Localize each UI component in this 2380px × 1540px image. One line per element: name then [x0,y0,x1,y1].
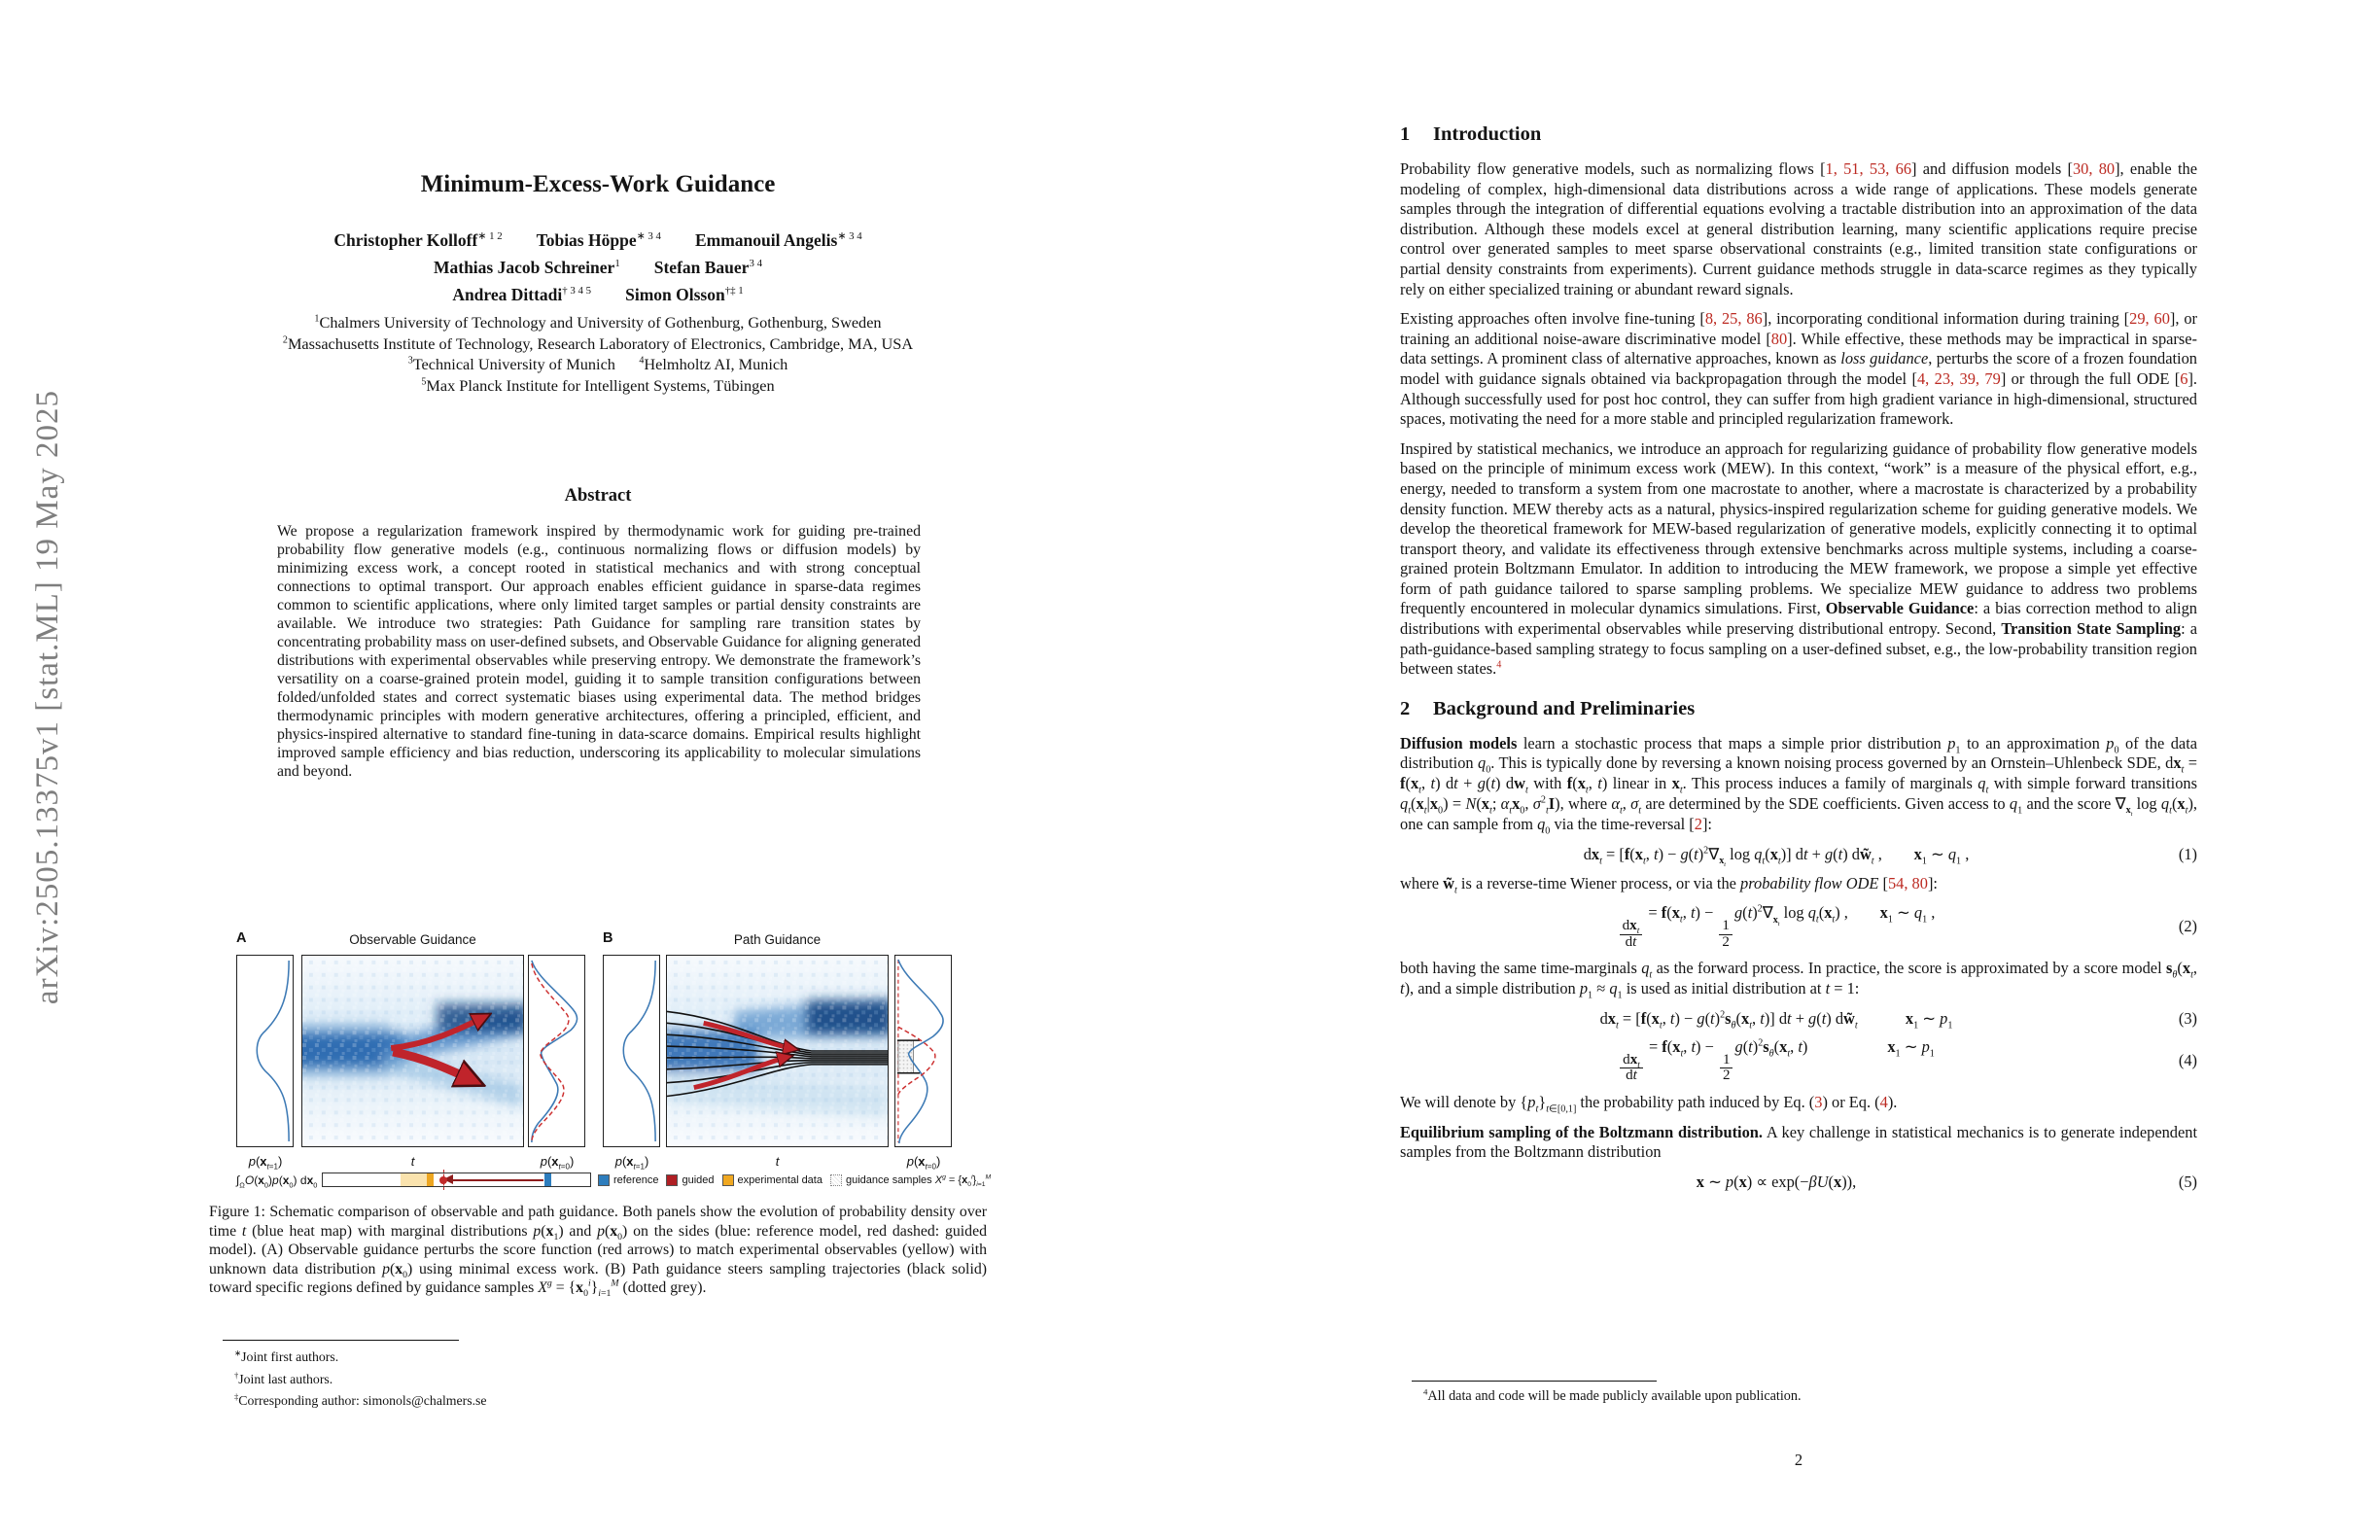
citation-link[interactable]: 29, 60 [2129,309,2170,329]
panel-a-label: A [236,930,247,946]
shift-arrow [452,1179,543,1182]
citation-link[interactable]: 1, 51, 53, 66 [1825,159,1912,178]
panel-a-right-marginal-curves [529,956,584,1146]
equation-body: $dx_t = [f(x_t$, $t) - g(t)^2s_\theta(x_t$, t)] dt + g(t) $dw̃_t$ $x_1$ ∼ $p_1$ [1599,1008,1953,1031]
paragraph: Equilibrium sampling of the Boltzmann distribution. A key challenge in statistical mechanics is to generate independent samples from the Boltzmann distribution [1400,1122,2198,1162]
panel-b-xlabel-right: $p(x_{t=0})$ [906,1154,941,1172]
paragraph: Existing approaches often involve fine-tuning [8, 25, 86], incorporating conditional information during training [29, 60], or training an additional noise-aware discriminative model [80]. While effective, these methods may be impractical in sparse-data settings. A prominent class of alternative approaches, known as loss guidance, perturbs the score of a frozen foundation model with guidance signals obtained via backpropagation through the model [4, 23, 39, 79] or through the full ODE [6]. Although successfully used for post hoc control, they can suffer from high gradient variance in high-dimensional, structured spaces, motivating the need for a more stable and principled regularization framework. [1400,309,2198,429]
figure-1-caption: Figure 1: Schematic comparison of observable and path guidance. Both panels show the evolution of probability density over time t (blue heat map) with marginal distributions $p(x_1)$ and $p(x_0)$ on the sides (blue: reference model, red dashed: guided model). (A) Observable guidance perturbs the score function (red arrows) to match experimental observables (yellow) with unknown data distribution $p(x_0)$ using minimal excess work. (B) Path guidance steers sampling trajectories (black solid) toward specific regions defined by guidance samples $X^g = \{x_0^i\}_{i=1}^M$ (dotted grey). [209,1204,987,1300]
panel-a-xlabel-left: $p(x_{t=1})$ [248,1154,283,1172]
panel-b-left-marginal [603,955,660,1147]
guidance-sample-region [898,1040,913,1073]
panel-b-xlabel-left: $p(x_{t=1})$ [614,1154,649,1172]
paragraph: Probability flow generative models, such as normalizing flows [1, 51, 53, 66] and diffusion models [30, 80], enable the modeling of complex, high-dimensional data distributions across a wide range of applications. These models generate samples through the integration of differential equations evolving a tractable distribution into an approximation of the data distribution. Although these models excel at general distribution learning, many scientific applications require precise control over generated samples to meet sparse observational constraints (e.g., limited transition state configurations or partial density constraints from experiments). Current guidance methods struggle in data-scarce regimes as they typically rely on either specialized training or abundant reward signals. [1400,159,2197,298]
page-number: 2 [1794,1451,1803,1469]
legend-item-reference [598,1174,658,1186]
equation-body: $dx_t = [f(x_t$, $t) - g(t)^2\nabla_{x_t}$ $\log q_t(x_t)$] dt + g(t) $dw̃_t$ , $x_1$ ∼ $q_1$ , [1583,844,1970,868]
section-2-heading [1400,697,2197,720]
equation-number: (2) [2178,917,2197,936]
panel-b-heatmap [666,955,889,1147]
citation-link[interactable]: 3 [1814,1093,1823,1112]
section-title: Background and Preliminaries [1433,697,1696,719]
citation-link[interactable]: 80 [1770,329,1788,348]
footnote-rule [223,1340,459,1341]
footnotes-left-page [223,1347,962,1413]
citation-link[interactable]: 4 [1496,659,1502,671]
panel-a-left-marginal-curve [237,956,293,1146]
author-line: Mathias Jacob Schreiner$^1$ Stefan Bauer$^{3 4}$ [433,258,763,277]
paragraph: Inspired by statistical mechanics, we introduce an approach for regularizing guidance of probability flow generative models based on the principle of minimum excess work (MEW). In this context, “work” is a measure of the physical effort, e.g., energy, needed to transform a system from one macrostate to another, where a macrostate is characterized by a probability density function. MEW thereby acts as a natural, physics-inspired regularization scheme for guiding generative models. We develop the theoretical framework for MEW-based regularization of generative models, explicitly connecting it to optimal transport theory, and validate its effectiveness through extensive benchmarks across multiple systems, including a coarse-grained protein Boltzmann Emulator. In addition to introducing the MEW framework, we propose a simple yet effective form of path guidance tailored to sparse sampling problems. We specialize MEW guidance to address two problems frequently encountered in molecular dynamics simulations. First, Observable Guidance: a bias correction method to align distributions with experimental observables while preserving distributional entropy. Second, Transition State Sampling: a path-guidance-based sampling strategy to focus sampling on a user-defined subset, e.g., the low-probability transition region between states.$^4$ [1400,438,2197,679]
equation-number: (3) [2178,1008,2197,1028]
figure-legend [598,1173,992,1189]
footnote-rule [1412,1381,1657,1382]
legend-item-experimental-data [722,1174,822,1186]
citation-link[interactable]: 6 [2180,368,2188,388]
legend-item-guided [666,1174,714,1186]
affiliation-line: $^2$Massachusetts Institute of Technology, Research Laboratory of Electronics, Cambridge, MA, USA [282,333,914,353]
panel-b-title: Path Guidance [733,932,822,947]
legend-label: guided [682,1174,715,1186]
legend-item-guidance-samples [830,1173,992,1189]
footnote-joint-first: ∗Joint first authors. [234,1348,339,1364]
guided-dot [439,1176,447,1184]
affiliation-line: $^5$Max Planck Institute for Intelligent Systems, Tübingen [421,375,775,395]
equation-5 [1400,1172,2197,1193]
citation-link[interactable]: 8, 25, 86 [1704,309,1763,329]
affiliation-block [209,312,987,396]
citation-link[interactable]: 30, 80 [2072,159,2116,178]
citation-link[interactable]: 4 [1879,1093,1888,1112]
panel-a-xlabel-right: $p(x_{t=0})$ [540,1154,575,1172]
legend-label: experimental data [737,1174,822,1186]
equation-number: (1) [2178,844,2197,863]
affiliation-line: $^3$Technical University of Munich $^4$Helmholtz AI, Munich [407,355,788,373]
footnote-corresponding: ‡Corresponding author: simonols@chalmers.se [234,1391,487,1408]
author-block [209,227,987,308]
right-page-column [1400,122,2197,1202]
observable-integral-formula: $\int_\Omega O(x_0)p(x_0)$ $dx_0$ [236,1173,318,1190]
paragraph: Diffusion models learn a stochastic process that maps a simple prior distribution $p_1$ to an approximation $p_0$ of the data distribution $q_0$. This is typically done by reversing a known noising process governed by an Ornstein–Uhlenbeck SDE, $dx_t = f(x_t$, t) dt + g(t) $dw_t$ with $f(x_t$, t) linear in $x_t$. This process induces a family of marginals $q_t$ with simple forward transitions $q_t(x_t|x_0) = N(x_t$; $\alpha_tx_0$, $\sigma^2_tI$), where $\alpha_t$, $\sigma_t$ are determined by the SDE coefficients. Given access to $q_1$ and the score $\nabla_{x_t}$ $\log q_t(x_t)$, one can sample from $q_0$ via the time-reversal [2]: [1400,733,2198,837]
panel-b-right-marginal-curves [895,956,951,1146]
legend-label: guidance samples $X^g = \{x_0^i\}_{i=1}^M$ [845,1173,992,1189]
panel-b-heatmap-svg [667,956,888,1146]
paragraph: both having the same time-marginals $q_t$ as the forward process. In practice, the score is approximated by a score model $s_\theta(x_t$, t), and a simple distribution $p_1 \approx q_1$ is used as initial distribution at t = 1: [1400,959,2197,1001]
reference-swatch [598,1174,610,1186]
figure-1 [236,927,992,1204]
section-1-heading [1400,122,2197,146]
guided-swatch [666,1174,678,1186]
arxiv-banner: arXiv:2505.13375v1 [stat.ML] 19 May 2025 [30,389,65,1005]
equation-4 [1400,1037,2197,1084]
abstract-heading: Abstract [564,486,632,506]
equation-2 [1400,903,2197,950]
paragraph: where $w̃_t$ is a reverse-time Wiener process, or via the probability flow ODE [54, 80]: [1400,873,1938,896]
equation-body: x ∼ p(x) ∝ exp(−βU(x)), [1696,1172,1857,1191]
equation-body: $\frac{dx_t}{dt}$ = $f(x_t$, t) − $\frac{1}{2}$ $g(t)^2\nabla_{x_t}$ $\log q_t(x_t)$ , $x_1$ ∼ $q_1$ , [1400,903,2152,950]
reference-mark [544,1173,551,1186]
author-line: Christopher Kolloff$^{∗ 1 2}$ Tobias Höppe$^{∗ 3 4}$ Emmanouil Angelis$^{∗ 3 4}$ [333,230,862,250]
section-number: 1 [1400,123,1411,145]
panel-b-label: B [603,930,613,946]
equation-1 [1400,844,2197,868]
affiliation-line: $^1$Chalmers University of Technology and University of Gothenburg, Gothenburg, Sweden [314,313,882,332]
equation-number: (4) [2178,1050,2197,1069]
panel-a-xlabel-time: t [410,1154,415,1169]
section-title: Introduction [1433,123,1542,145]
citation-link[interactable]: 2 [1694,814,1702,833]
panel-b-left-marginal-curve [604,956,659,1146]
citation-link[interactable]: 54, 80 [1887,873,1928,892]
panel-a-right-marginal [528,955,585,1147]
panel-a-heatmap-svg [302,956,523,1146]
panel-a-left-marginal [236,955,294,1147]
author-line: Andrea Dittadi$^{\dagger 3 4 5}$ Simon Olsson$^{\dagger\ddagger 1}$ [452,285,744,304]
abstract-text: We propose a regularization framework inspired by thermodynamic work for guiding pre-trained probability flow generative models (e.g., continuous normalizing flows or diffusion models) by minimizing excess work, a concept rooted in statistical mechanics and with strong conceptual connections to optimal transport. Our approach enables efficient guidance in sparse-data regimes common to scientific applications, where only limited target samples or partial density constraints are available. We introduce two strategies: Path Guidance for sampling rare transition states by concentrating probability mass on user-defined subsets, and Observable Guidance for aligning generated distributions with experimental observables while preserving entropy. We demonstrate the framework’s versatility on a coarse-grained protein model, guiding it to sample transition configurations between folded/unfolded states and correct systematic biases using experimental data. The method bridges thermodynamic principles with modern generative architectures, offering a principled, efficient, and physics-inspired alternative to standard fine-tuning in data-scarce domains. Empirical results highlight improved sample efficiency and bias reduction, underscoring its applicability to molecular simulations and beyond. [277,523,921,780]
panel-a-title: Observable Guidance [349,932,476,947]
footnote-joint-last: †Joint last authors. [234,1369,333,1386]
guidance-samples-swatch [830,1174,842,1186]
experimental-range-band [401,1173,428,1186]
equation-body: $\frac{dx_t}{dt}$ = $f(x_t$, t) − $\frac{1}{2}$ $g(t)^2s_\theta(x_t$, t) $x_1$ ∼ $p_1$ [1400,1037,2152,1084]
citation-link[interactable]: 4, 23, 39, 79 [1916,368,2001,388]
panel-b-right-marginal [894,955,952,1147]
panel-a-heatmap [301,955,524,1147]
legend-label: reference [613,1174,659,1186]
paragraph: We will denote by $\{p_t\}_{t\in[0,1]}$ the probability path induced by Eq. (3) or Eq. (4). [1400,1093,1898,1115]
panel-b-xlabel-time: t [775,1154,780,1169]
section-number: 2 [1400,697,1411,719]
experimental-data-swatch [722,1174,734,1186]
paper-title: Minimum-Excess-Work Guidance [420,171,776,197]
footnote-data-availability: $^4$All data and code will be made publicly available upon publication. [1423,1386,1802,1404]
equation-number: (5) [2178,1172,2197,1191]
experimental-data-mark [427,1173,434,1186]
observable-bar [322,1172,591,1187]
equation-3 [1400,1009,2197,1030]
